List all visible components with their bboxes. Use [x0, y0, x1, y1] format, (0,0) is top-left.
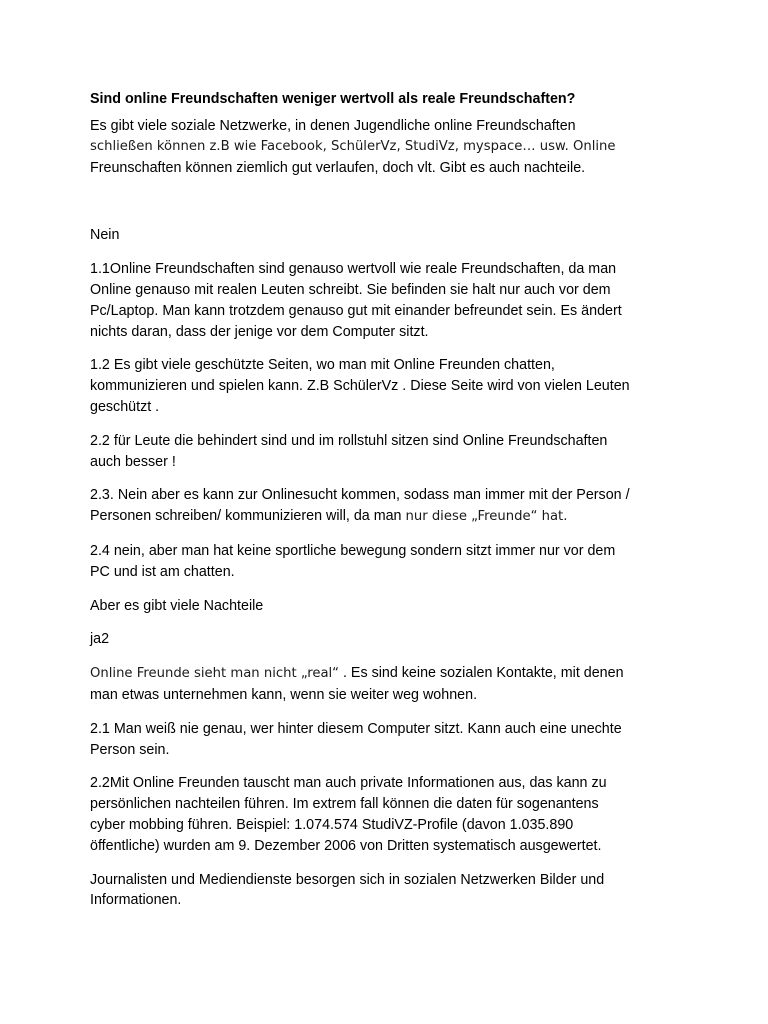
text-line: 2.3. Nein aber es kann zur Onlinesucht kommen, sodass man immer mit der Person /: [90, 487, 630, 504]
text-line: Freunschaften können ziemlich gut verlaufen, doch vlt. Gibt es auch nachteile.: [90, 159, 586, 176]
text-line: ja2: [90, 631, 110, 648]
document-page: [90, 89, 690, 911]
text-line: [90, 506, 690, 528]
text-line: 1.2 Es gibt viele geschützte Seiten, wo man mit Online Freunden chatten,: [90, 357, 555, 374]
paragraph-2-3: [90, 485, 690, 528]
text-line: Es gibt viele soziale Netzwerke, in denen Jugendliche online Freundschaften: [90, 118, 576, 134]
paragraph-2-1: [90, 719, 690, 761]
text-segment: . Es sind keine sozialen Kontakte, mit denen: [339, 665, 624, 682]
text-line: 2.1 Man weiß nie genau, wer hinter diesem Computer sitzt. Kann auch eine unechte: [90, 720, 622, 737]
text-line: Online genauso mit realen Leuten schreibt. Sie befinden sie halt nur auch vor dem: [90, 281, 611, 298]
paragraph-2-2-private: [90, 773, 690, 856]
paragraph-1-1: [90, 259, 690, 342]
paragraph-2-4: [90, 541, 690, 583]
text-line: öffentliche) wurden am 9. Dezember 2006 von Dritten systematisch ausgewertet.: [90, 837, 602, 854]
text-line: schließen können z.B wie Facebook, SchülerVz, StudiVz, myspace… usw. Online: [90, 138, 616, 154]
intro-paragraph: [90, 116, 690, 178]
text-line: Person sein.: [90, 741, 170, 758]
nachteile-line: [90, 596, 690, 617]
text-line: 2.2 für Leute die behindert sind und im rollstuhl sitzen sind Online Freundschaften: [90, 432, 608, 449]
text-line: Aber es gibt viele Nachteile: [90, 597, 264, 614]
text-line: 1.1Online Freundschaften sind genauso wertvoll wie reale Freundschaften, da man: [90, 261, 617, 278]
text-line: persönlichen nachteilen führen. Im extrem fall können die daten für sogenantens: [90, 796, 599, 813]
nein-heading: [90, 225, 690, 246]
text-line: Journalisten und Mediendienste besorgen sich in sozialen Netzwerken Bilder und: [90, 871, 605, 888]
ja-heading: [90, 629, 690, 650]
text-line: Pc/Laptop. Man kann trotzdem genauso gut mit einander befreundet sein. Es ändert: [90, 302, 622, 319]
text-line: Nein: [90, 227, 120, 244]
document-title: Sind online Freundschaften weniger wertvoll als reale Freundschaften?: [90, 91, 576, 107]
paragraph-real: [90, 663, 690, 706]
text-line: nichts daran, dass der jenige vor dem Computer sitzt.: [90, 323, 429, 340]
text-line: Informationen.: [90, 892, 182, 909]
text-line: geschützt .: [90, 398, 160, 415]
text-line: 2.2Mit Online Freunden tauscht man auch private Informationen aus, das kann zu: [90, 775, 607, 792]
text-segment: Online Freunde sieht man nicht „real“: [90, 666, 340, 682]
paragraph-2-2-behindert: [90, 431, 690, 473]
text-line: auch besser !: [90, 453, 176, 470]
text-segment: nur diese „Freunde“ hat.: [405, 509, 568, 525]
text-line: [90, 663, 690, 685]
text-segment: Personen schreiben/ kommunizieren will, da man: [90, 508, 406, 525]
paragraph-1-2: [90, 355, 690, 417]
text-line: kommunizieren und spielen kann. Z.B SchülerVz . Diese Seite wird von vielen Leuten: [90, 378, 630, 395]
text-line: 2.4 nein, aber man hat keine sportliche bewegung sondern sitzt immer nur vor dem: [90, 542, 616, 559]
text-line: man etwas unternehmen kann, wenn sie weiter weg wohnen.: [90, 686, 478, 703]
text-line: cyber mobbing führen. Beispiel: 1.074.574 StudiVZ-Profile (davon 1.035.890: [90, 816, 574, 833]
text-line: PC und ist am chatten.: [90, 563, 235, 580]
paragraph-journalisten: [90, 870, 690, 912]
